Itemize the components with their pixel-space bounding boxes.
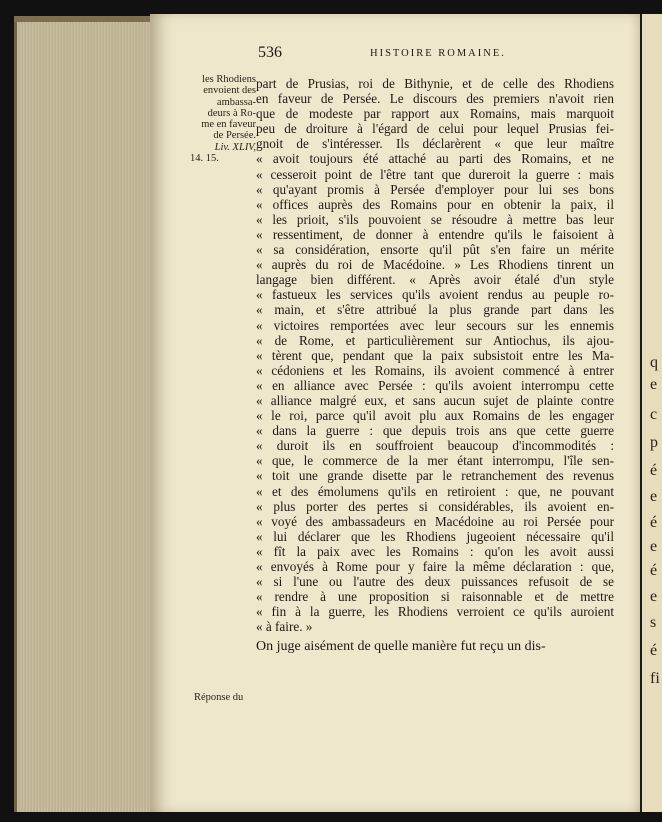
next-page-fragment: é <box>650 562 658 579</box>
text-line: « les prioit, s'ils pouvoient se résoudre à mettre bas leur <box>256 211 614 227</box>
next-page-fragment: e <box>650 588 658 605</box>
text-line: « qu'ayant promis à Persée d'employer pour lui ses bons <box>256 181 614 197</box>
text-line: « fastueux les services qu'ils avoient rendus au peuple ro- <box>256 287 614 303</box>
text-line: « rendre à une proposition si raisonnable et de mettre <box>256 589 614 605</box>
text-line: « dans la guerre : que depuis trois ans que cette guerre <box>256 423 614 439</box>
text-line: « le roi, parce qu'il avoit plu aux Romains de les engager <box>256 408 614 424</box>
text-line: « auprès du roi de Macédoine. » Les Rhodiens tinrent un <box>256 257 614 273</box>
text-line: « offices auprès des Romains pour en obtenir la paix, il <box>256 196 614 212</box>
text-line: « si l'une ou l'autre des deux puissances refusoit de se <box>256 574 614 590</box>
text-line: que de modeste par rapport aux Romains, mais marquoit <box>256 106 614 122</box>
margin-note-line: envoient des <box>203 85 256 97</box>
margin-note-line: ambassa- <box>216 96 256 108</box>
text-line: « fît la paix avec les Romains : qu'on les avoit aussi <box>256 543 614 559</box>
text-line: langage bien différent. « Après avoir étalé d'un style <box>256 272 614 288</box>
text-line: peu de droiture à l'égard de celui pour lequel Prusias fei- <box>256 121 614 137</box>
margin-note-line: deurs à Ro- <box>207 107 256 119</box>
text-line: « cédoniens et les Romains, ils avoient commencé à entrer <box>256 362 614 378</box>
text-line: « main, et s'être attribué la plus grande part dans les <box>256 302 614 318</box>
body-text <box>256 76 614 655</box>
text-line: part de Prusias, roi de Bithynie, et de celle des Rhodiens <box>256 76 614 91</box>
margin-note-line: de Persée. <box>213 130 256 142</box>
next-page-fragment: c <box>650 406 658 423</box>
next-page-fragment: fi <box>650 670 660 687</box>
text-line: « sa considération, ensorte qu'il pût s'en faire un mérite <box>256 242 614 258</box>
text-line: « plus porter des pertes si considérables, ils avoient en- <box>256 498 614 514</box>
margin-notes <box>190 74 256 165</box>
text-line: On juge aisément de quelle manière fut reçu un dis- <box>256 639 546 655</box>
page-header <box>258 44 614 64</box>
text-line: en faveur de Persée. Le discours des premiers n'avoit rien <box>256 91 614 107</box>
text-line: « à faire. » <box>256 619 313 635</box>
next-page-fragment: e <box>650 488 658 505</box>
text-line: « en alliance avec Persée : qu'ils avoient interrompu cette <box>256 377 614 393</box>
text-line: « envoyés à Rome pour y faire la même déclaration : que, <box>256 559 614 574</box>
margin-note-reponse: Réponse du <box>194 692 244 703</box>
text-line: « que, le commerce de la mer étant interrompu, l'île sen- <box>256 453 614 469</box>
next-page-fragment: é <box>650 462 658 479</box>
book-page <box>150 14 640 812</box>
text-line: « alliance malgré eux, et sans aucun sujet de plainte contre <box>256 392 614 408</box>
text-line: « cesseroit point de l'être tant que dureroit la guerre : mais <box>256 166 614 182</box>
next-page-fragment: p <box>650 434 658 451</box>
text-line: « et des émolumens qu'ils en retiroient : que, ne pouvant <box>256 483 614 499</box>
margin-reference: Liv. XLIV, <box>214 141 256 153</box>
text-line: gnoit de s'intéresser. Ils déclarèrent « que leur maître <box>256 136 614 152</box>
text-line: « voyé des ambassadeurs en Macédoine au roi Persée pour <box>256 513 614 529</box>
margin-note-line: les Rhodiens <box>202 74 256 85</box>
text-line: « tèrent que, pendant que la paix subsistoit entre les Ma- <box>256 347 614 363</box>
next-page-edge <box>640 14 662 812</box>
text-line: « victoires remportées avec leur secours sur les ennemis <box>256 317 614 333</box>
page-number: 536 <box>258 44 282 61</box>
next-page-fragment: q <box>650 354 658 371</box>
text-line: « ressentiment, de donner à entendre qu'ils le faisoient à <box>256 226 614 242</box>
text-line: « avoit toujours été attaché au parti des Romains, et ne <box>256 151 614 167</box>
text-line: « de Rome, et particulièrement sur Antiochus, ils ajou- <box>256 332 614 348</box>
next-page-fragment: e <box>650 538 658 555</box>
text-line: « duroit ils en souffroient beaucoup d'incommodités : <box>256 438 614 454</box>
next-page-fragment: e <box>650 376 658 393</box>
next-page-fragment: é <box>650 642 658 659</box>
running-title: HISTOIRE ROMAINE. <box>370 48 506 59</box>
text-line: « lui déclarer que les Rhodiens jugeoient nécessaire qu'il <box>256 528 614 544</box>
next-page-fragment: s <box>650 614 657 631</box>
margin-reference: 14. 15. <box>190 153 219 165</box>
next-page-fragment: é <box>650 514 658 531</box>
margin-note-line: me en faveur <box>201 119 256 131</box>
book-page-edges <box>14 22 159 812</box>
text-line: « toit une grande disette par le retranchement des revenus <box>256 468 614 484</box>
text-line: « fin à la guerre, les Rhodiens verroient ce qu'ils auroient <box>256 604 614 620</box>
